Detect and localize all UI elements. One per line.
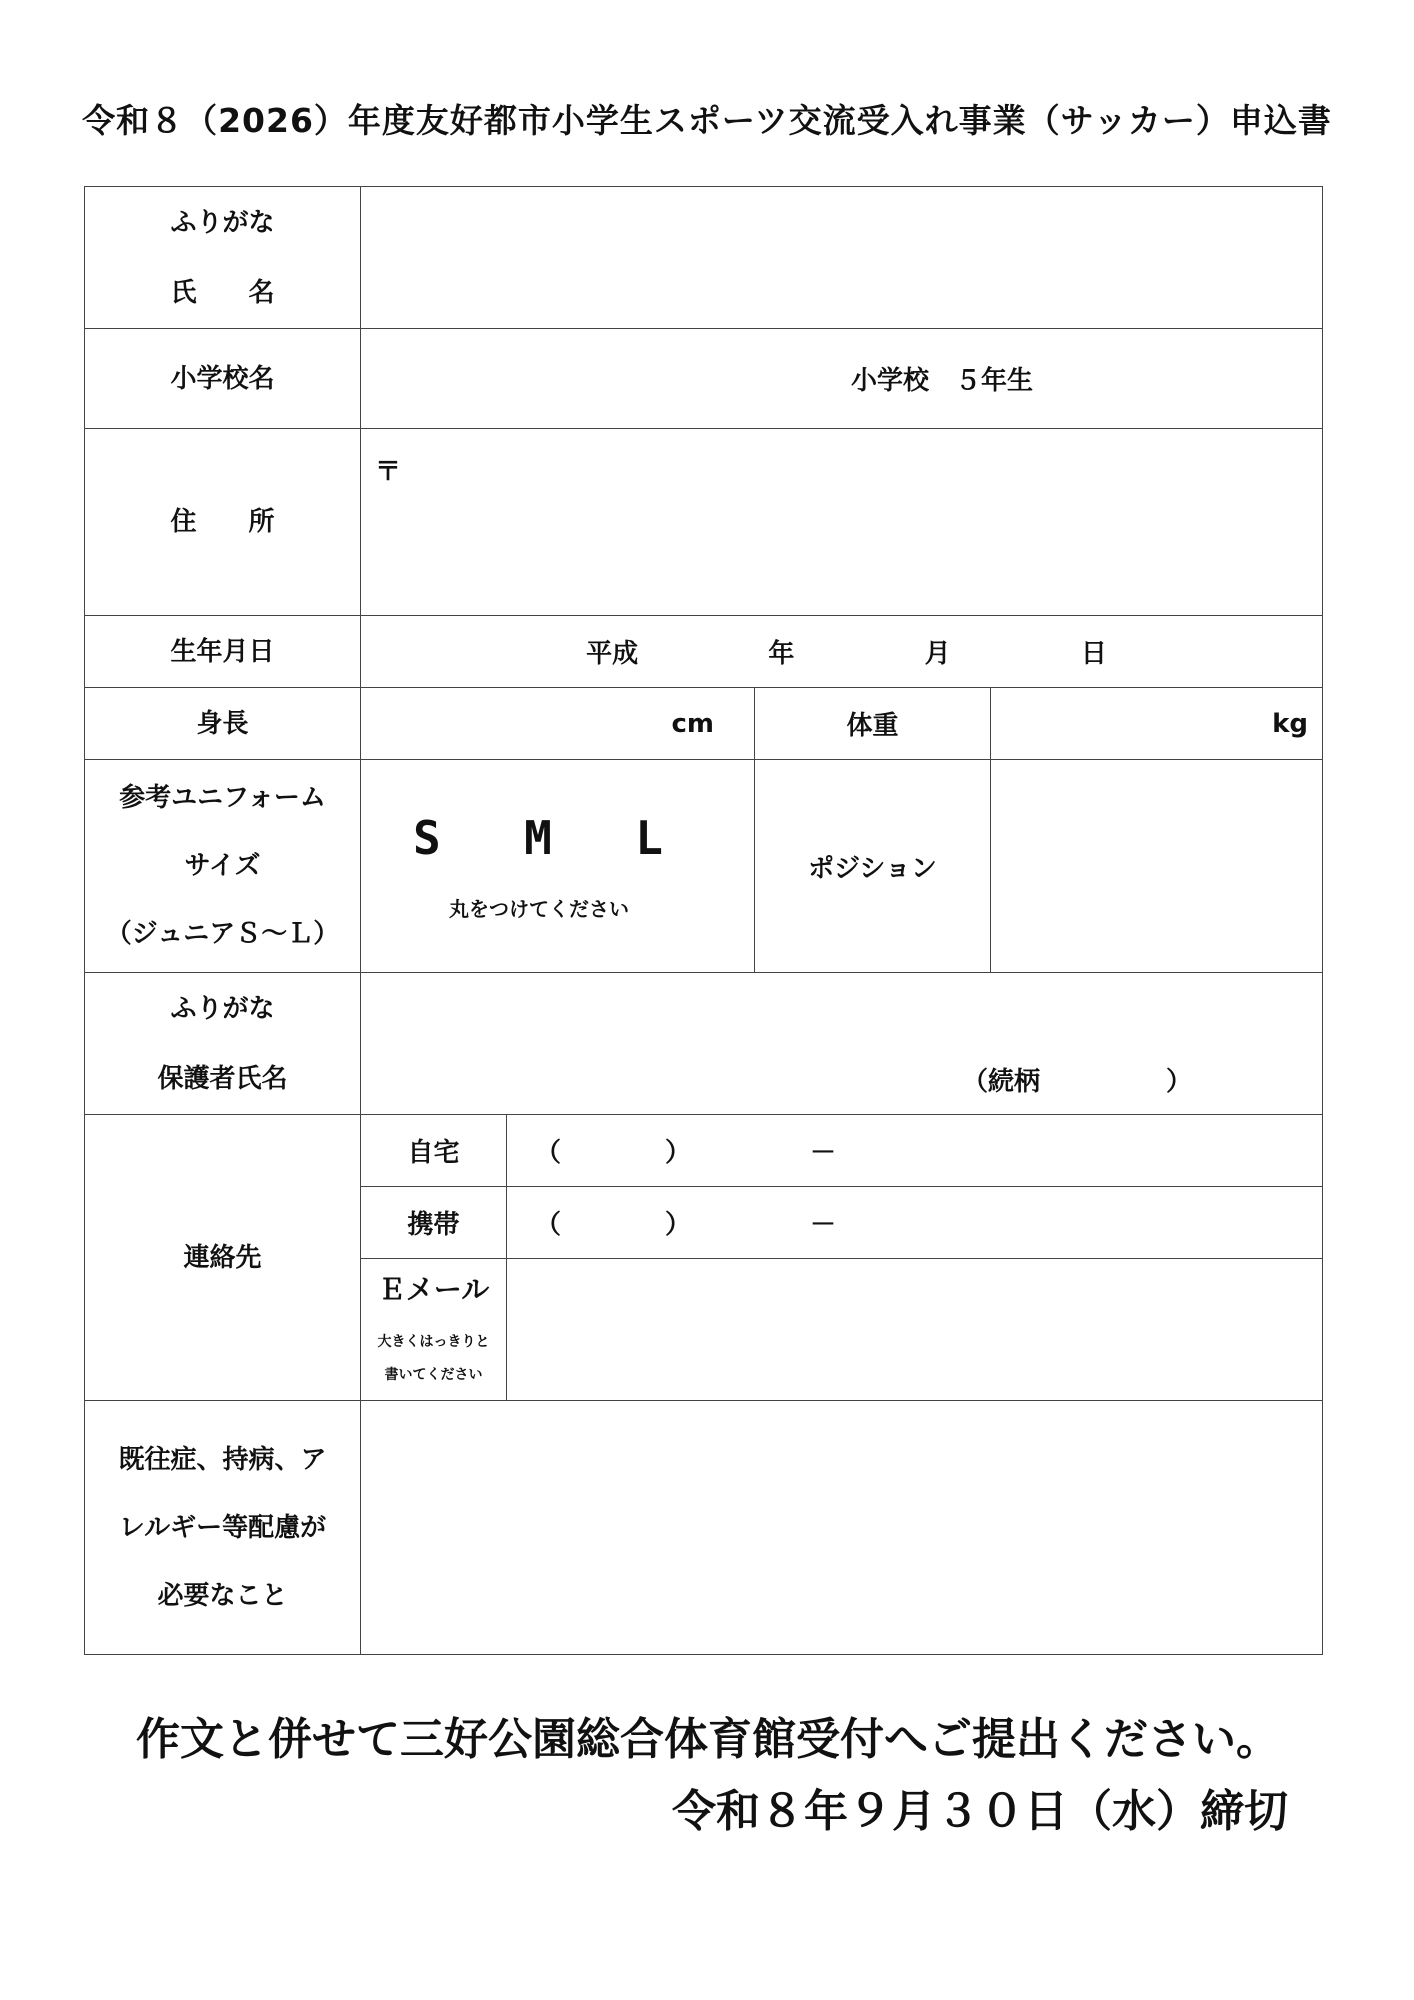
position-field[interactable] [991, 760, 1323, 973]
email-note-line-2: 書いてください [384, 1366, 483, 1383]
email-note [361, 1326, 506, 1390]
postal-mark: 〒 [375, 457, 402, 487]
address-field[interactable] [361, 429, 1323, 616]
relation-close: ） [1165, 1067, 1192, 1097]
size-s-option[interactable]: S [413, 810, 441, 865]
uniform-label-line-3: （ジュニアＳ～Ｌ） [105, 919, 340, 949]
dob-row [85, 616, 1323, 688]
size-note: 丸をつけてください [449, 896, 629, 921]
address-label: 住 所 [85, 429, 361, 616]
school-grade-text: 小学校 ５年生 [851, 366, 1034, 396]
medical-label-line-3: 必要なこと [157, 1580, 288, 1611]
email-label: Ｅメール [377, 1273, 490, 1307]
height-label: 身長 [85, 688, 361, 760]
school-row [85, 329, 1323, 429]
mobile-phone-label: 携帯 [361, 1187, 507, 1259]
email-note-line-1: 大きくはっきりと [377, 1334, 490, 1351]
size-m-option[interactable]: M [524, 810, 552, 865]
uniform-size-field [361, 760, 755, 973]
page-title: 令和８（2026）年度友好都市小学生スポーツ交流受入れ事業（サッカー）申込書 [82, 101, 1332, 140]
address-row [85, 429, 1323, 616]
dob-year-unit: 年 [768, 639, 795, 669]
height-unit: cm [671, 708, 714, 739]
height-weight-row [85, 688, 1323, 760]
dob-month-unit: 月 [924, 639, 951, 669]
mobile-paren-close: ） [665, 1210, 692, 1240]
guardian-label: 保護者氏名 [157, 1063, 288, 1094]
name-field[interactable] [361, 187, 1323, 329]
application-form [84, 186, 1323, 1655]
medical-label-cell [85, 1401, 361, 1655]
mobile-phone-field[interactable] [507, 1187, 1323, 1259]
name-label-cell [85, 187, 361, 329]
medical-field[interactable] [361, 1401, 1323, 1655]
name-label: 氏 名 [170, 277, 275, 308]
uniform-label-line-2: サイズ [184, 851, 261, 881]
home-paren-open: （ [535, 1138, 562, 1168]
mobile-dash: － [810, 1210, 837, 1240]
medical-label-line-2: レルギー等配慮が [118, 1512, 327, 1543]
home-dash: － [810, 1138, 837, 1168]
dob-field[interactable] [361, 616, 1323, 688]
uniform-position-row [85, 760, 1323, 973]
medical-row [85, 1401, 1323, 1655]
submission-note: 作文と併せて三好公園総合体育館受付へご提出ください。 [136, 1714, 1280, 1765]
guardian-field[interactable] [361, 973, 1323, 1115]
mobile-paren-open: （ [535, 1210, 562, 1240]
guardian-row [85, 973, 1323, 1115]
uniform-label-line-1: 参考ユニフォーム [119, 783, 326, 813]
email-label-cell [361, 1259, 507, 1401]
home-paren-close: ） [665, 1138, 692, 1168]
position-label: ポジション [755, 760, 991, 973]
guardian-furigana-label: ふりがな [170, 993, 275, 1024]
weight-unit: kg [1272, 708, 1308, 739]
medical-label-line-1: 既往症、持病、ア [118, 1444, 327, 1475]
dob-era: 平成 [586, 639, 639, 669]
name-row [85, 187, 1323, 329]
guardian-label-cell [85, 973, 361, 1115]
height-field[interactable] [361, 688, 755, 760]
school-label: 小学校名 [85, 329, 361, 429]
home-phone-label: 自宅 [361, 1115, 507, 1187]
weight-field[interactable] [991, 688, 1323, 760]
dob-label: 生年月日 [85, 616, 361, 688]
school-field[interactable] [361, 329, 1323, 429]
email-field[interactable] [507, 1259, 1323, 1401]
relation-open: （続柄 [962, 1067, 1041, 1097]
home-phone-field[interactable] [507, 1115, 1323, 1187]
size-l-option[interactable]: L [635, 810, 663, 865]
dob-day-unit: 日 [1080, 639, 1107, 669]
uniform-label-cell [85, 760, 361, 973]
contact-label: 連絡先 [85, 1115, 361, 1401]
contact-home-row [85, 1115, 1323, 1187]
name-furigana-label: ふりがな [170, 207, 275, 238]
weight-label: 体重 [755, 688, 991, 760]
deadline-text: 令和８年９月３０日（水）締切 [672, 1786, 1288, 1837]
